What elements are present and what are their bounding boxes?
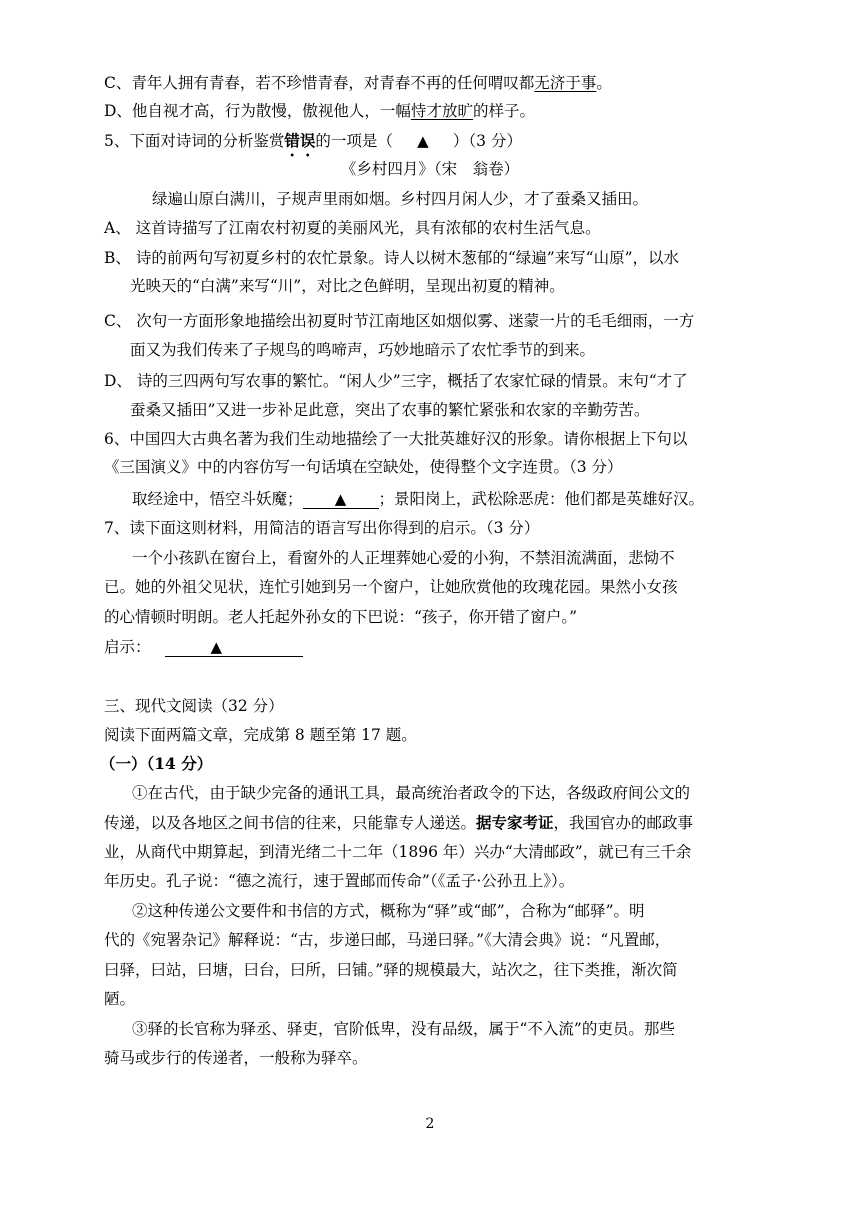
paragraph-1-line2: 传递，以及各地区之间书信的往来，只能靠专人递送。据专家考证，我国官办的邮政事 bbox=[104, 813, 694, 832]
qishi-line: 启示： ▲ bbox=[104, 637, 303, 657]
paragraph-1-line4: 年历史。孔子说：“德之流行，速于置邮而传命”（《孟子·公孙丑上》）。 bbox=[104, 872, 575, 890]
paragraph-2-line3: 曰驿，曰站，曰塘，曰台，曰所，曰铺。”驿的规模最大，站次之，往下类推，渐次简 bbox=[104, 961, 678, 979]
choice-d-line2: 蚕桑又插田”又进一步补足此意，突出了农事的繁忙紧张和农家的辛勤劳苦。 bbox=[130, 401, 650, 419]
paragraph-2-line2: 代的《宛署杂记》解释说：“古，步递曰邮，马递曰驿。”《大清会典》说：“凡置邮， bbox=[104, 931, 671, 949]
paragraph-3-line2: 骑马或步行的传递者，一般称为驿卒。 bbox=[104, 1049, 368, 1067]
poem-text: 绿遍山原白满川，子规声里雨如烟。乡村四月闲人少，才了蚕桑又插田。 bbox=[152, 190, 649, 208]
choice-b-line2: 光映天的“白满”来写“川”，对比之色鲜明，呈现出初夏的精神。 bbox=[130, 277, 565, 295]
page-number: 2 bbox=[425, 1116, 435, 1132]
paragraph-2-line1: ②这种传递公文要件和书信的方式，概称为“驿”或“邮”，合称为“邮驿”。明 bbox=[132, 902, 645, 920]
fill-blank-6[interactable]: ▲ bbox=[303, 490, 379, 509]
choice-c-line2: 面又为我们传来了子规鸟的鸣啼声，巧妙地暗示了农忙季节的到来。 bbox=[130, 341, 596, 359]
material-line2: 已。她的外祖父见状，连忙引她到另一个窗户，让她欣赏他的玫瑰花园。果然小女孩 bbox=[104, 578, 678, 596]
choice-c-line1: C、 次句一方面形象地描绘出初夏时节江南地区如烟似雾、迷蒙一片的毛毛细雨，一方 bbox=[104, 312, 695, 330]
choice-d-line1: D、 诗的三四两句写农事的繁忙。“闲人少”三字，概括了农家忙碌的情景。末句“才了 bbox=[104, 372, 688, 390]
question-6-line3: 取经途中，悟空斗妖魔； ▲ ；景阳岗上，武松除恶虎：他们都是英雄好汉。 bbox=[132, 490, 705, 508]
question-6-line2: 《三国演义》中的内容仿写一句话填在空缺处，使得整个文字连贯。（3 分） bbox=[104, 458, 623, 476]
paragraph-1-line1: ①在古代，由于缺少完备的通讯工具，最高统治者政令的下达，各级政府间公文的 bbox=[132, 784, 691, 802]
option-c-idiom: C、青年人拥有青春，若不珍惜青春，对青春不再的任何喟叹都无济于事。 bbox=[104, 74, 612, 92]
choice-b-line1: B、 诗的前两句写初夏乡村的农忙景象。诗人以树木葱郁的“绿遍”来写“山原”，以水 bbox=[104, 249, 680, 267]
section-3-heading: 三、现代文阅读（32 分） bbox=[104, 697, 284, 715]
poem-title: 《乡村四月》（宋 翁卷） bbox=[340, 160, 520, 178]
question-7: 7、读下面这则材料，用简洁的语言写出你得到的启示。（3 分） bbox=[104, 519, 540, 537]
question-5: 5、下面对诗词的分析鉴赏错误的一项是（ ▲ ）（3 分） bbox=[104, 131, 522, 150]
fill-blank-7[interactable]: ▲ bbox=[165, 638, 303, 657]
material-line3: 的心情顿时明朗。老人托起外孙女的下巴说：“孩子，你开错了窗户。” bbox=[104, 608, 578, 626]
part-1-heading: （一）（14 分） bbox=[100, 754, 213, 773]
paragraph-1-line3: 业，从商代中期算起，到清光绪二十二年（1896 年）兴办“大清邮政”，就已有三千余 bbox=[104, 843, 692, 861]
answer-marker: ▲ bbox=[417, 132, 429, 150]
section-3-intro: 阅读下面两篇文章，完成第 8 题至第 17 题。 bbox=[104, 726, 417, 744]
material-line1: 一个小孩趴在窗台上，看窗外的人正埋葬她心爱的小狗，不禁泪流满面，悲恸不 bbox=[132, 549, 675, 567]
choice-a: A、 这首诗描写了江南农村初夏的美丽风光，具有浓郁的农村生活气息。 bbox=[104, 219, 601, 237]
paragraph-2-line4: 陋。 bbox=[104, 990, 136, 1008]
question-6-line1: 6、中国四大古典名著为我们生动地描绘了一大批英雄好汉的形象。请你根据上下句以 bbox=[104, 430, 688, 448]
option-d-idiom: D、他自视才高，行为散慢，傲视他人，一幅恃才放旷的样子。 bbox=[104, 102, 535, 120]
paragraph-3-line1: ③驿的长官称为驿丞、驿吏，官阶低卑，没有品级，属于“不入流”的吏员。那些 bbox=[132, 1020, 675, 1038]
